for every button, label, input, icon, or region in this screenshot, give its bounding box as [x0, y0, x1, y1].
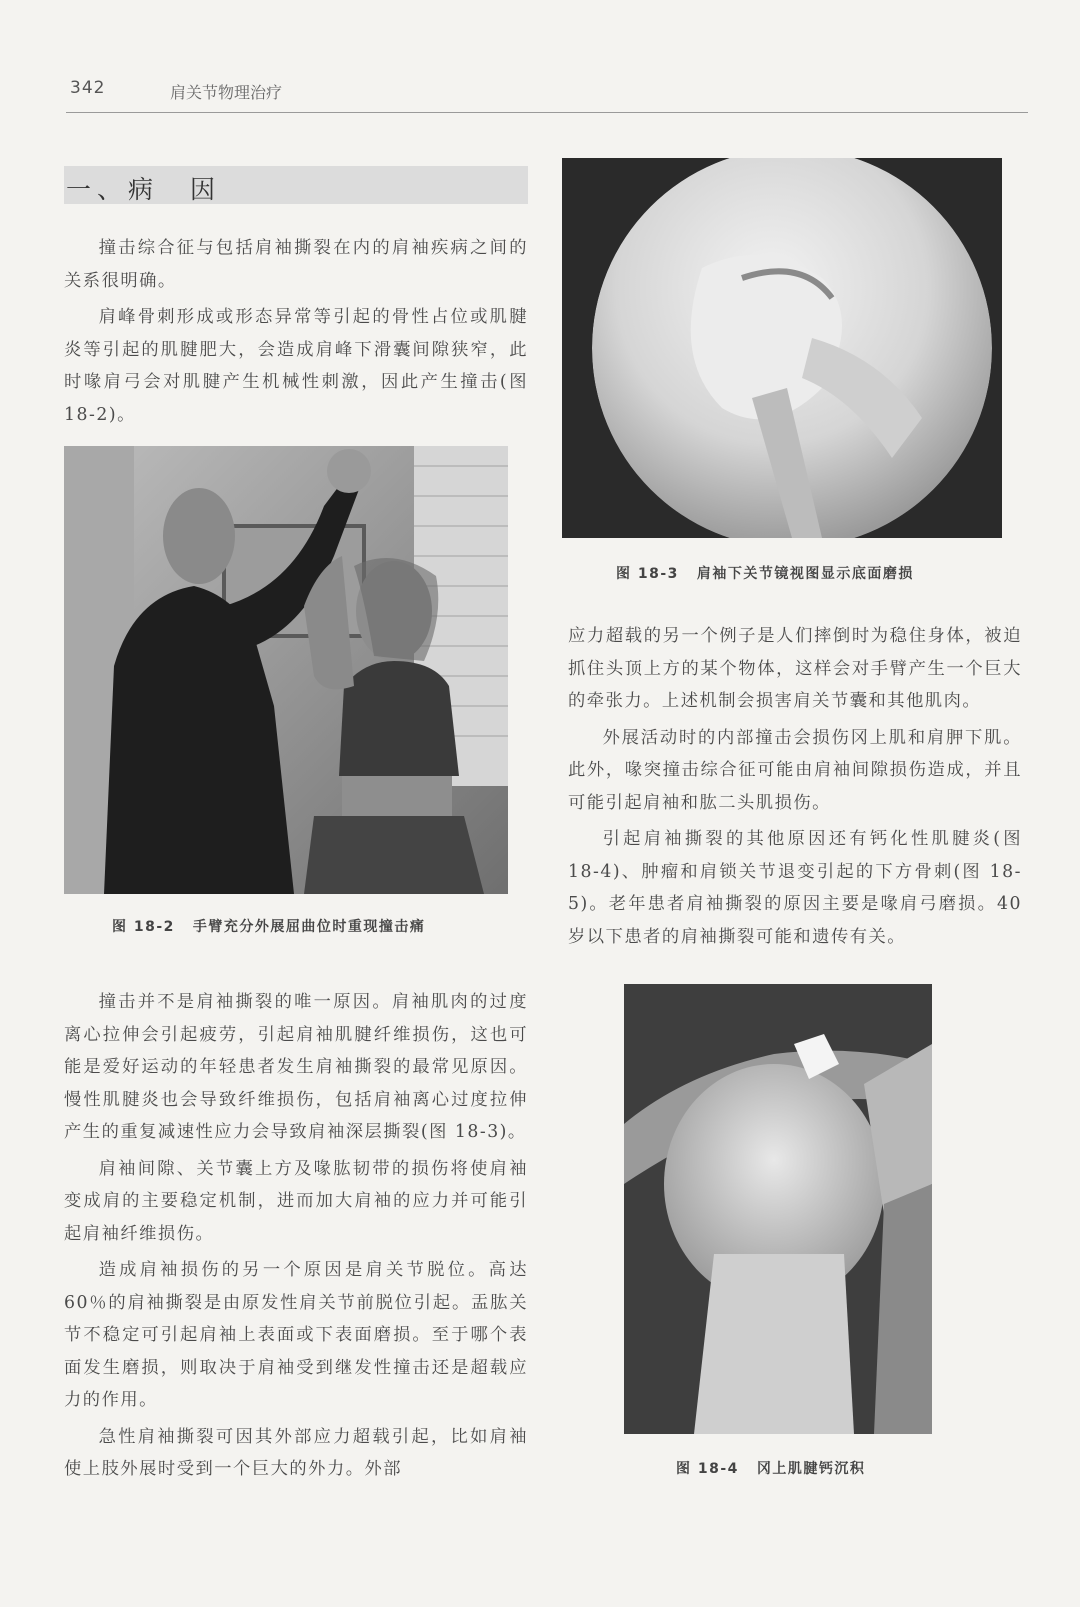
paragraph: 肩峰骨刺形成或形态异常等引起的骨性占位或肌腱炎等引起的肌腱肥大，会造成肩峰下滑囊间隙狭窄，此时喙肩弓会对肌腱产生机械性刺激，因此产生撞击(图 18-2)。 — [64, 307, 528, 425]
figure-18-2-caption — [112, 916, 425, 936]
figure-18-2-photo — [64, 446, 508, 894]
paragraph: 应力超载的另一个例子是人们摔倒时为稳住身体，被迫抓住头顶上方的某个物体，这样会对手臂产生一个巨大的牵张力。上述机制会损害肩关节囊和其他肌肉。 — [568, 626, 1022, 711]
left-column-top-text — [64, 232, 528, 435]
paragraph: 引起肩袖撕裂的其他原因还有钙化性肌腱炎(图 18-4)、肿瘤和肩锁关节退变引起的下方骨刺(图 18-5)。老年患者肩袖撕裂的原因主要是喙肩弓磨损。40 岁以下患者的肩袖撕裂可能和遗传有关。 — [568, 829, 1022, 947]
running-title: 肩关节物理治疗 — [170, 83, 283, 102]
paragraph: 造成肩袖损伤的另一个原因是肩关节脱位。高达 60％的肩袖撕裂是由原发性肩关节前脱位引起。盂肱关节不稳定可引起肩袖上表面或下表面磨损。至于哪个表面发生磨损，则取决于肩袖受到继发性撞击还是超载应力的作用。 — [64, 1260, 528, 1410]
figure-caption-text: 手臂充分外展屈曲位时重现撞击痛 — [192, 919, 426, 935]
page-number: 342 — [70, 78, 106, 98]
left-column-bottom-text — [64, 986, 528, 1490]
paragraph: 外展活动时的内部撞击会损伤冈上肌和肩胛下肌。此外，喙突撞击综合征可能由肩袖间隙损伤造成，并且可能引起肩袖和肱二头肌损伤。 — [568, 727, 1022, 813]
figure-caption-text: 肩袖下关节镜视图显示底面磨损 — [696, 566, 914, 582]
figure-18-3-photo — [562, 158, 1002, 538]
figure-number: 图 18-2 — [112, 919, 175, 935]
figure-18-4-xray — [624, 984, 932, 1434]
paragraph: 急性肩袖撕裂可因其外部应力超载引起，比如肩袖使上肢外展时受到一个巨大的外力。外部 — [64, 1426, 528, 1479]
figure-18-4-caption — [676, 1458, 865, 1478]
section-title: 一、病 因 — [66, 175, 222, 204]
figure-18-3-caption — [616, 563, 914, 583]
figure-number: 图 18-4 — [676, 1461, 739, 1477]
paragraph: 肩袖间隙、关节囊上方及喙肱韧带的损伤将使肩袖变成肩的主要稳定机制，进而加大肩袖的应力并可能引起肩袖纤维损伤。 — [64, 1158, 528, 1244]
right-column-text — [568, 620, 1022, 957]
page-header — [66, 72, 1028, 113]
figure-number: 图 18-3 — [616, 566, 679, 582]
section-heading-bar — [64, 166, 528, 204]
paragraph: 撞击综合征与包括肩袖撕裂在内的肩袖疾病之间的关系很明确。 — [64, 238, 528, 291]
figure-caption-text: 冈上肌腱钙沉积 — [756, 1461, 866, 1477]
paragraph: 撞击并不是肩袖撕裂的唯一原因。肩袖肌肉的过度离心拉伸会引起疲劳，引起肩袖肌腱纤维损伤，这也可能是爱好运动的年轻患者发生肩袖撕裂的最常见原因。慢性肌腱炎也会导致纤维损伤，包括肩袖离心过度拉伸产生的重复减速性应力会导致肩袖深层撕裂(图 18-3)。 — [64, 992, 528, 1142]
